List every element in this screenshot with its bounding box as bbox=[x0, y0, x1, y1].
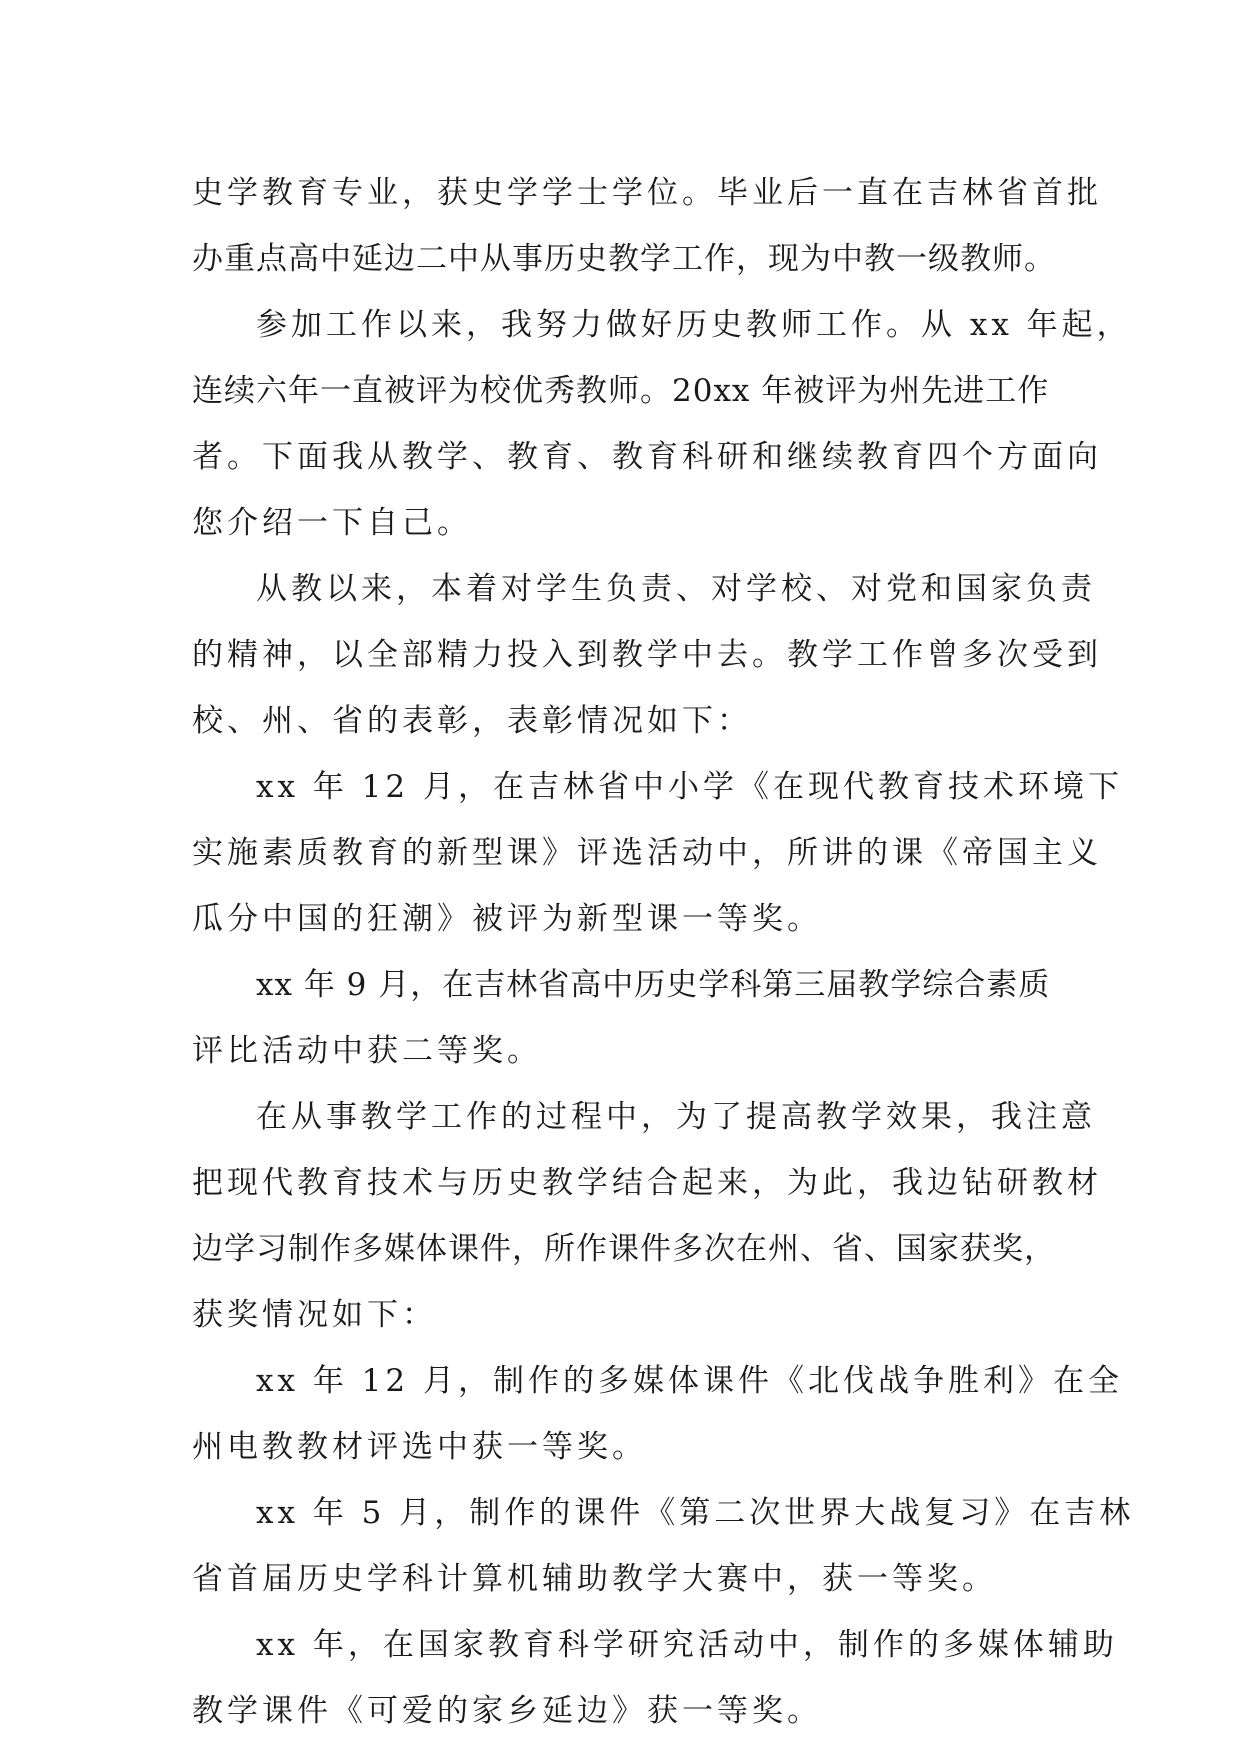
text-line: xx 年 9 月，在吉林省高中历史学科第三届教学综合素质 bbox=[256, 967, 1051, 1003]
text-line: 校、州、省的表彰，表彰情况如下： bbox=[192, 703, 752, 739]
text-line: 边学习制作多媒体课件，所作课件多次在州、省、国家获奖， bbox=[192, 1231, 1056, 1267]
paragraph-award-northern-expedition bbox=[192, 1348, 1123, 1480]
text-line: 省首届历史学科计算机辅助教学大赛中，获一等奖。 bbox=[192, 1561, 997, 1597]
paragraph-teaching-commendations bbox=[192, 556, 1102, 754]
text-line: xx 年 12 月，制作的多媒体课件《北伐战争胜利》在全 bbox=[256, 1363, 1123, 1399]
text-line: 史学教育专业，获史学学士学位。毕业后一直在吉林省首批 bbox=[192, 175, 1102, 211]
text-line: 您介绍一下自己。 bbox=[192, 505, 472, 541]
paragraph-award-wwii-review bbox=[192, 1480, 1135, 1612]
paragraph-work-honors bbox=[192, 292, 1132, 556]
text-line: xx 年，在国家教育科学研究活动中，制作的多媒体辅助 bbox=[256, 1627, 1118, 1663]
paragraph-multimedia-work bbox=[192, 1084, 1102, 1348]
text-line: 获奖情况如下： bbox=[192, 1297, 437, 1333]
paragraph-award-yanbian bbox=[192, 1612, 1118, 1744]
text-line: 参加工作以来，我努力做好历史教师工作。从 xx 年起， bbox=[256, 307, 1132, 343]
paragraph-award-new-lesson bbox=[192, 754, 1123, 952]
text-line: 教学课件《可爱的家乡延边》获一等奖。 bbox=[192, 1693, 822, 1729]
text-line: xx 年 12 月，在吉林省中小学《在现代教育技术环境下 bbox=[256, 769, 1123, 805]
text-line: 在从事教学工作的过程中，为了提高教学效果，我注意 bbox=[256, 1099, 1096, 1135]
document-body bbox=[192, 160, 1135, 1744]
text-line: 办重点高中延边二中从事历史教学工作，现为中教一级教师。 bbox=[192, 241, 1056, 277]
text-line: 者。下面我从教学、教育、教育科研和继续教育四个方面向 bbox=[192, 439, 1102, 475]
text-line: 评比活动中获二等奖。 bbox=[192, 1033, 542, 1069]
text-line: 的精神，以全部精力投入到教学中去。教学工作曾多次受到 bbox=[192, 637, 1102, 673]
text-line: xx 年 5 月，制作的课件《第二次世界大战复习》在吉林 bbox=[256, 1495, 1135, 1531]
text-line: 把现代教育技术与历史教学结合起来，为此，我边钻研教材 bbox=[192, 1165, 1102, 1201]
text-line: 实施素质教育的新型课》评选活动中，所讲的课《帝国主义 bbox=[192, 835, 1102, 871]
text-line: 连续六年一直被评为校优秀教师。20xx 年被评为州先进工作 bbox=[192, 373, 1050, 409]
text-line: 从教以来，本着对学生负责、对学校、对党和国家负责 bbox=[256, 571, 1096, 607]
paragraph-award-comprehensive bbox=[192, 952, 1072, 1084]
text-line: 瓜分中国的狂潮》被评为新型课一等奖。 bbox=[192, 901, 822, 937]
text-line: 州电教教材评选中获一等奖。 bbox=[192, 1429, 647, 1465]
paragraph-education-background bbox=[192, 160, 1102, 292]
